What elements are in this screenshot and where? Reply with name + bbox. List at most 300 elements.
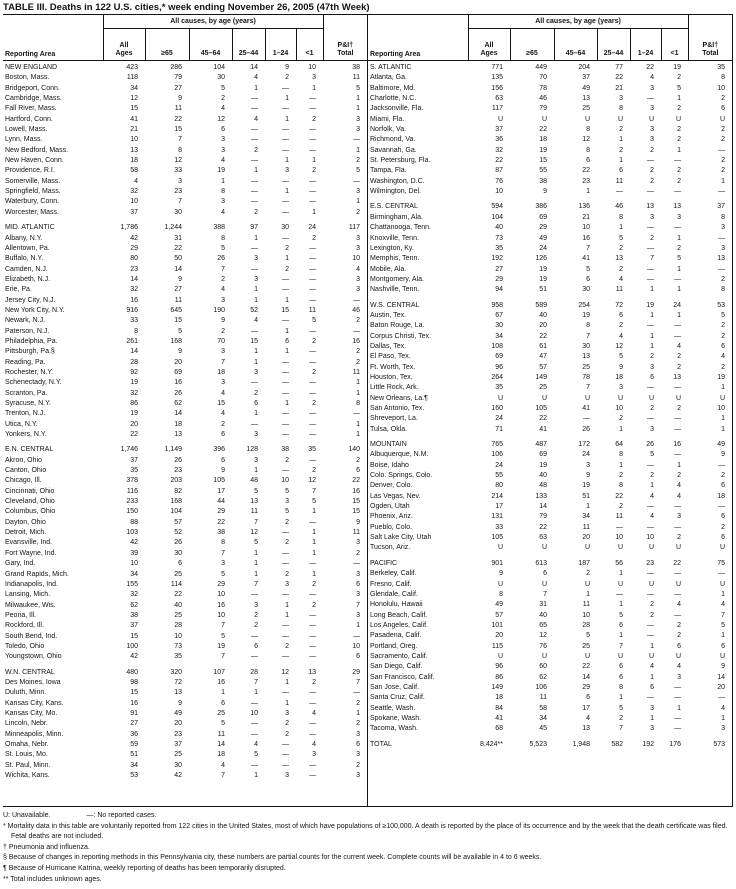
reporting-area-cell: Grand Rapids, Mich. (5, 570, 69, 578)
pi-total-header (323, 15, 367, 61)
city-row (368, 223, 732, 233)
left-table-body (3, 61, 367, 782)
value-cell: 10 (250, 709, 258, 717)
city-row (3, 466, 367, 476)
value-cell: 21 (130, 126, 138, 134)
value-cell: 18 (495, 694, 503, 702)
value-cell: 3 (356, 275, 361, 283)
value-cell: 1 (356, 379, 361, 387)
value-cell: 2 (356, 549, 361, 557)
value-cell: 1,244 (164, 224, 182, 232)
value-cell: 69 (495, 353, 503, 361)
region-row (3, 663, 367, 678)
value-cell: 26 (174, 456, 182, 464)
value-cell: 40 (495, 224, 503, 232)
value-cell: — (282, 761, 289, 769)
value-cell: 4 (254, 115, 258, 123)
reporting-area-cell: St. Petersburg, Fla. (370, 157, 431, 165)
value-cell: — (647, 503, 654, 511)
value-cell: 34 (130, 84, 138, 92)
value-cell: — (674, 590, 682, 598)
value-cell: 19 (582, 482, 590, 490)
value-cell: 11 (352, 529, 361, 537)
value-cell: 6 (619, 673, 623, 681)
city-row (368, 512, 732, 522)
value-cell: 13 (673, 373, 682, 381)
value-cell: 1 (650, 673, 654, 681)
value-cell: — (282, 275, 289, 283)
value-cell: 5 (221, 632, 225, 640)
value-cell: U (720, 394, 726, 402)
value-cell: — (718, 694, 726, 702)
reporting-area-cell: Knoxville, Tenn. (370, 234, 419, 242)
value-cell: 34 (539, 714, 547, 722)
value-cell: — (309, 379, 317, 387)
value-cell: 2 (356, 348, 361, 356)
value-cell: 126 (535, 255, 547, 263)
value-cell: 57 (539, 363, 547, 371)
value-cell: 41 (495, 714, 503, 722)
reporting-area-cell: Hartford, Conn. (5, 115, 53, 123)
col-header-all-ages: All Ages (468, 29, 510, 61)
value-cell: 2 (650, 146, 654, 154)
value-cell: 1 (650, 642, 654, 650)
value-cell: 106 (535, 683, 547, 691)
value-cell: 86 (495, 673, 503, 681)
value-cell: 7 (650, 255, 654, 263)
value-cell: 1 (677, 95, 682, 103)
value-cell: 35 (495, 244, 503, 252)
value-cell: 1,746 (120, 446, 138, 454)
value-cell: — (674, 523, 682, 531)
reporting-area-cell: Albany, N.Y. (5, 234, 43, 242)
value-cell: U (720, 544, 726, 552)
deaths-table-zone (3, 14, 733, 807)
value-cell: 67 (495, 311, 503, 319)
reporting-area-cell: Akron, Ohio (5, 456, 42, 464)
city-row (368, 621, 732, 631)
value-cell: 3 (356, 188, 361, 196)
reporting-area-cell: Evansville, Ind. (5, 539, 53, 547)
value-cell: 20 (174, 358, 182, 366)
value-cell: — (647, 570, 654, 578)
value-cell: — (353, 327, 361, 335)
value-cell: 128 (246, 446, 258, 454)
city-row (3, 740, 367, 750)
col-header-lt1: <1 (296, 29, 323, 61)
value-cell: — (309, 772, 317, 780)
value-cell: — (251, 632, 258, 640)
city-row (368, 332, 732, 342)
city-row (3, 316, 367, 326)
value-cell: 29 (217, 508, 225, 516)
value-cell: 1 (254, 570, 258, 578)
city-row (368, 156, 732, 166)
value-cell: 2 (619, 415, 623, 423)
value-cell: 8 (586, 126, 590, 134)
value-cell: — (353, 177, 361, 185)
value-cell: 23 (130, 265, 138, 273)
city-row (368, 533, 732, 543)
value-cell: 75 (717, 559, 726, 567)
value-cell: 8 (619, 105, 623, 113)
value-cell: 2 (356, 317, 361, 325)
value-cell: 1 (312, 508, 317, 516)
value-cell: 233 (126, 498, 138, 506)
value-cell: 8 (221, 188, 225, 196)
value-cell: 901 (491, 559, 503, 567)
value-cell: 1 (677, 311, 682, 319)
value-cell: 7 (586, 384, 590, 392)
value-cell: 1 (254, 560, 258, 568)
value-cell: 6 (619, 167, 623, 175)
value-cell: 3 (178, 177, 182, 185)
value-cell: 3 (221, 296, 225, 304)
value-cell: 3 (221, 136, 225, 144)
col-header-ge65: ≥65 (510, 29, 554, 61)
value-cell: 70 (539, 74, 547, 82)
value-cell: 1 (677, 146, 682, 154)
reporting-area-cell: Boise, Idaho (370, 461, 409, 469)
value-cell: 1 (312, 549, 317, 557)
value-cell: 3 (619, 95, 623, 103)
value-cell: 11 (174, 296, 182, 304)
value-cell: 480 (126, 668, 138, 676)
value-cell: 23 (582, 177, 590, 185)
value-cell: — (616, 188, 623, 196)
value-cell: 2 (619, 322, 623, 330)
value-cell: 73 (495, 234, 503, 242)
value-cell: — (282, 126, 289, 134)
legend-no-cases: —: No reported cases. (86, 812, 157, 819)
value-cell: — (353, 296, 361, 304)
value-cell: — (309, 188, 317, 196)
value-cell: 14 (582, 673, 590, 681)
value-cell: 4 (134, 177, 138, 185)
reporting-area-cell: Houston, Tex. (370, 373, 413, 381)
value-cell: 1 (721, 177, 726, 185)
value-cell: 2 (721, 472, 726, 480)
value-cell: 2 (285, 74, 289, 82)
reporting-area-cell: Yonkers, N.Y. (5, 431, 47, 439)
value-cell: 4 (650, 74, 654, 82)
value-cell: 9 (221, 317, 225, 325)
city-row (368, 600, 732, 610)
city-row (368, 724, 732, 734)
value-cell: 4 (221, 286, 225, 294)
value-cell: 4 (677, 663, 682, 671)
value-cell: 106 (491, 451, 503, 459)
value-cell: 11 (250, 508, 258, 516)
reporting-area-cell: Paterson, N.J. (5, 327, 50, 335)
city-row (3, 347, 367, 357)
value-cell: 3 (356, 234, 361, 242)
value-cell: 49 (495, 601, 503, 609)
value-cell: 4 (254, 741, 258, 748)
value-cell: — (282, 84, 289, 92)
reporting-area-cell: Chicago, Ill. (5, 477, 42, 485)
value-cell: 15 (174, 126, 182, 134)
reporting-area-cell: Portland, Oreg. (370, 642, 418, 650)
value-cell: 18 (174, 420, 182, 428)
value-cell: — (282, 379, 289, 387)
value-cell: 7 (178, 136, 182, 144)
city-row (368, 265, 732, 275)
value-cell: 1 (619, 157, 623, 165)
value-cell: 1 (619, 224, 623, 232)
reporting-area-cell: Newark, N.J. (5, 317, 46, 325)
value-cell: 8 (586, 146, 590, 154)
value-cell: 33 (130, 317, 138, 325)
value-cell: 34 (130, 570, 138, 578)
value-cell: 22 (582, 663, 590, 671)
value-cell: 2 (285, 642, 289, 650)
value-cell: 23 (174, 730, 182, 738)
value-cell: 29 (352, 668, 361, 676)
value-cell: 13 (308, 668, 317, 676)
value-cell: 18 (539, 136, 547, 144)
value-cell: 1 (285, 699, 289, 707)
value-cell: 3 (254, 431, 258, 439)
value-cell: — (251, 653, 258, 661)
value-cell: 155 (126, 580, 138, 588)
value-cell: — (674, 425, 682, 433)
value-cell: 2 (721, 322, 726, 330)
value-cell: U (584, 115, 590, 123)
region-row (3, 61, 367, 74)
value-cell: 8 (178, 146, 182, 154)
value-cell: 29 (130, 244, 138, 252)
reporting-area-cell: Des Moines, Iowa (5, 678, 61, 686)
value-cell: 2 (677, 244, 682, 252)
reporting-area-cell: New York City, N.Y. (5, 306, 65, 314)
value-cell: 7 (221, 358, 225, 366)
value-cell: 10 (615, 534, 623, 542)
value-cell: — (251, 730, 258, 738)
reporting-area-cell: Trenton, N.J. (5, 410, 46, 418)
value-cell: 5 (356, 167, 361, 175)
value-cell: — (282, 286, 289, 294)
value-cell: 8 (721, 74, 726, 82)
value-cell: 26 (217, 255, 225, 263)
reporting-area-cell: Berkeley, Calif. (370, 570, 417, 578)
value-cell: 190 (213, 306, 225, 314)
value-cell: 10 (582, 611, 590, 619)
city-row (3, 688, 367, 698)
city-row (3, 285, 367, 295)
value-cell: — (583, 415, 590, 423)
value-cell: 204 (578, 64, 590, 71)
city-row (368, 135, 732, 145)
reporting-area-cell: El Paso, Tex. (370, 353, 411, 361)
value-cell: — (647, 461, 654, 469)
value-cell: 51 (582, 492, 590, 500)
value-cell: 6 (356, 653, 361, 661)
value-cell: 24 (673, 301, 682, 309)
city-row (3, 187, 367, 197)
reporting-area-cell: Fort Wayne, Ind. (5, 549, 57, 557)
value-cell: — (674, 503, 682, 511)
value-cell: 594 (491, 203, 503, 211)
reporting-area-cell: Dallas, Tex. (370, 342, 407, 350)
value-cell: 30 (174, 549, 182, 557)
value-cell: 3 (721, 725, 726, 733)
value-cell: 37 (174, 741, 182, 748)
city-row (368, 363, 732, 373)
value-cell: — (647, 384, 654, 392)
value-cell: 1 (619, 601, 623, 609)
value-cell: 11 (615, 177, 623, 185)
value-cell: 3 (677, 513, 682, 521)
region-row (3, 440, 367, 455)
value-cell: 5 (650, 451, 654, 459)
value-cell: 17 (217, 487, 225, 495)
value-cell: 5 (586, 632, 590, 640)
city-row (3, 389, 367, 399)
value-cell: 1 (356, 146, 361, 154)
value-cell: — (309, 653, 317, 661)
reporting-area-cell: San Diego, Calif. (370, 663, 423, 671)
city-row (3, 94, 367, 104)
value-cell: — (309, 358, 317, 366)
value-cell: 33 (174, 167, 182, 175)
pi-total-label: P&I† Total (702, 42, 719, 57)
city-row (368, 693, 732, 703)
value-cell: 2 (650, 177, 654, 185)
value-cell: 4 (677, 342, 682, 350)
reporting-area-cell: San Jose, Calif. (370, 683, 420, 691)
city-row (368, 471, 732, 481)
value-cell: — (718, 503, 726, 511)
value-cell: 3 (356, 244, 361, 252)
value-cell: — (674, 157, 682, 165)
value-cell: — (718, 461, 726, 469)
value-cell: 27 (130, 720, 138, 728)
value-cell: 6 (285, 337, 289, 345)
value-cell: 1 (650, 482, 654, 490)
value-cell: 4 (586, 714, 590, 722)
value-cell: 1 (254, 234, 258, 242)
value-cell: — (282, 105, 289, 113)
value-cell: 91 (130, 709, 138, 717)
value-cell: 1 (356, 198, 361, 206)
value-cell: 52 (250, 306, 258, 314)
value-cell: 5 (619, 353, 623, 361)
city-row (3, 73, 367, 83)
pi-total-header (688, 15, 732, 61)
value-cell: 3 (356, 591, 361, 599)
value-cell: 10 (130, 198, 138, 206)
value-cell: 2 (285, 539, 289, 547)
value-cell: 53 (717, 301, 726, 309)
reporting-area-cell: Los Angeles, Calif. (370, 621, 428, 629)
city-row (3, 125, 367, 135)
value-cell: 10 (130, 136, 138, 144)
value-cell: — (282, 389, 289, 397)
value-cell: — (282, 751, 289, 759)
value-cell: 7 (721, 611, 726, 619)
value-cell: 5 (356, 84, 361, 92)
value-cell: 5 (254, 487, 258, 495)
value-cell: 6 (586, 275, 590, 283)
city-row (3, 518, 367, 528)
value-cell: 10 (308, 64, 317, 71)
value-cell: 55 (495, 472, 503, 480)
value-cell: 26 (646, 441, 654, 449)
value-cell: 104 (213, 64, 225, 71)
value-cell: 2 (677, 621, 682, 629)
value-cell: 68 (495, 725, 503, 733)
value-cell: 3 (221, 198, 225, 206)
value-cell: 2 (721, 363, 726, 371)
value-cell: 10 (717, 84, 726, 92)
region-row (3, 218, 367, 233)
value-cell: 2 (677, 136, 682, 144)
value-cell: 6 (221, 699, 225, 707)
value-cell: 13 (174, 431, 182, 439)
value-cell: 25 (582, 105, 590, 113)
value-cell: 17 (495, 503, 503, 511)
value-cell: 3 (285, 498, 289, 506)
value-cell: 1 (285, 611, 289, 619)
value-cell: 14 (217, 741, 225, 748)
city-row (368, 177, 732, 187)
value-cell: 20 (130, 420, 138, 428)
value-cell: 2 (285, 720, 289, 728)
value-cell: 2 (254, 611, 258, 619)
reporting-area-cell: Lexington, Ky. (370, 244, 414, 252)
value-cell: 2 (677, 167, 682, 175)
value-cell: 423 (126, 64, 138, 71)
value-cell: 9 (543, 188, 547, 196)
value-cell: — (282, 689, 289, 697)
value-cell: 192 (642, 740, 654, 748)
value-cell: 19 (539, 461, 547, 469)
city-row (368, 321, 732, 331)
value-cell: 22 (539, 332, 547, 340)
value-cell: 2 (677, 126, 682, 134)
reporting-area-cell: St. Louis, Mo. (5, 751, 48, 759)
value-cell: 2 (254, 146, 258, 154)
city-row (3, 507, 367, 517)
value-cell: 80 (495, 482, 503, 490)
value-cell: 2 (721, 136, 726, 144)
value-cell: 8 (619, 451, 623, 459)
city-row (3, 409, 367, 419)
reporting-area-cell: San Antonio, Tex. (370, 405, 425, 412)
city-row (368, 146, 732, 156)
value-cell: 3 (619, 384, 623, 392)
value-cell: 35 (717, 64, 726, 71)
reporting-area-cell: Kansas City, Mo. (5, 709, 58, 717)
value-cell: 22 (174, 591, 182, 599)
value-cell: — (309, 611, 317, 619)
value-cell: 15 (217, 400, 225, 407)
city-row (3, 177, 367, 187)
value-cell: 2 (285, 570, 289, 578)
value-cell: 72 (615, 301, 623, 309)
value-cell: 58 (539, 704, 547, 712)
value-cell: 7 (356, 601, 361, 609)
value-cell: 3 (650, 213, 654, 221)
value-cell: 1 (285, 188, 289, 196)
value-cell: 25 (582, 363, 590, 371)
value-cell: 78 (539, 84, 547, 92)
value-cell: U (676, 115, 682, 123)
value-cell: 3 (650, 136, 654, 144)
value-cell: 52 (174, 529, 182, 537)
value-cell: 71 (495, 425, 503, 433)
